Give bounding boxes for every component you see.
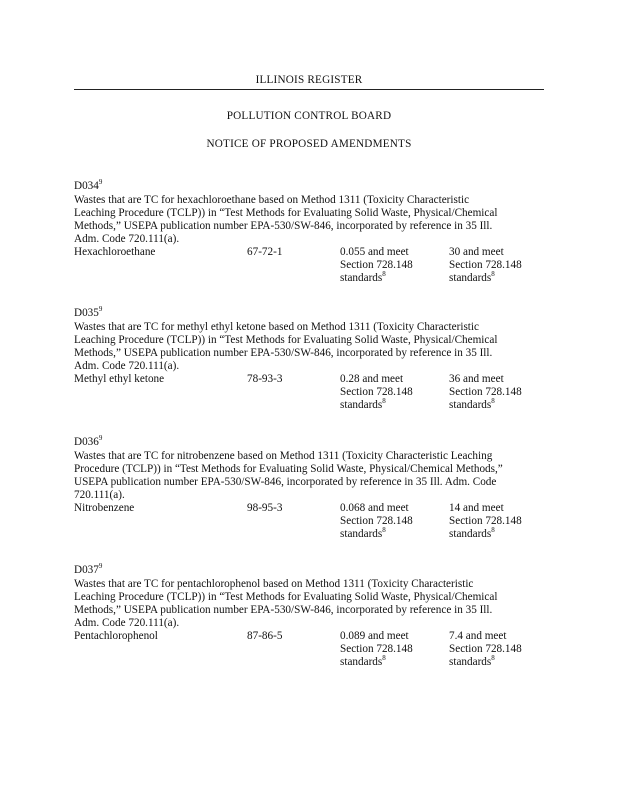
waste-code: $D037^9$: [74, 562, 103, 576]
cas-number: 67-72-1: [247, 246, 283, 258]
waste-entry-d035: [74, 307, 544, 412]
waste-code: $D036^9$: [74, 434, 103, 448]
nonwastewater-standard: 30 and meet Section 728.148 standards$^8$: [449, 246, 522, 284]
constituent-row: [74, 502, 544, 541]
waste-entry-d037: [74, 564, 544, 669]
cas-number: 98-95-3: [247, 502, 283, 514]
nonwastewater-standard: 7.4 and meet Section 728.148 standards$^8$: [449, 630, 522, 668]
wastewater-standard: 0.055 and meet Section 728.148 standards$^8$: [340, 246, 413, 284]
nonwastewater-standard: 14 and meet Section 728.148 standards$^8$: [449, 502, 522, 540]
constituent-name: Nitrobenzene: [74, 502, 135, 514]
board-title: POLLUTION CONTROL BOARD: [226, 110, 392, 122]
wastewater-standard: 0.068 and meet Section 728.148 standards$^8$: [340, 502, 413, 540]
waste-description: Wastes that are TC for hexachloroethane based on Method 1311 (Toxicity Characteristic Leaching Procedure (TCLP)) in “Test Methods for Evaluating Solid Waste, Physical/Chemical Methods,” USEPA publication number EPA-530/SW-846, incorporated by reference in 35 Ill. Adm. Code 720.111(a).: [74, 194, 498, 245]
waste-description: Wastes that are TC for nitrobenzene based on Method 1311 (Toxicity Characteristic Leaching Procedure (TCLP)) in “Test Methods for Evaluating Solid Waste, Physical/Chemical Methods,” USEPA publication number EPA-530/SW-846, incorporated by reference in 35 Ill. Adm. Code 720.111(a).: [74, 450, 503, 501]
cas-number: 87-86-5: [247, 630, 283, 642]
nonwastewater-standard: 36 and meet Section 728.148 standards$^8$: [449, 373, 522, 411]
waste-description: Wastes that are TC for methyl ethyl ketone based on Method 1311 (Toxicity Characteristic Leaching Procedure (TCLP)) in “Test Methods for Evaluating Solid Waste, Physical/Chemical Methods,” USEPA publication number EPA-530/SW-846, incorporated by reference in 35 Ill. Adm. Code 720.111(a).: [74, 321, 498, 372]
waste-entry-d036: [74, 436, 544, 541]
cas-number: 78-93-3: [247, 373, 283, 385]
header-rule: [74, 89, 544, 90]
waste-code: $D035^9$: [74, 305, 103, 319]
wastewater-standard: 0.089 and meet Section 728.148 standards$^8$: [340, 630, 413, 668]
constituent-name: Hexachloroethane: [74, 246, 156, 258]
waste-description: Wastes that are TC for pentachlorophenol based on Method 1311 (Toxicity Characteristic Leaching Procedure (TCLP)) in “Test Methods for Evaluating Solid Waste, Physical/Chemical Methods,” USEPA publication number EPA-530/SW-846, incorporated by reference in 35 Ill. Adm. Code 720.111(a).: [74, 578, 498, 629]
waste-code: $D034^9$: [74, 178, 103, 192]
register-header: ILLINOIS REGISTER: [255, 74, 363, 86]
waste-entry-d034: [74, 180, 544, 285]
constituent-name: Methyl ethyl ketone: [74, 373, 165, 385]
constituent-row: [74, 246, 544, 285]
constituent-row: [74, 373, 544, 412]
constituent-row: [74, 630, 544, 669]
notice-title: NOTICE OF PROPOSED AMENDMENTS: [206, 138, 412, 150]
wastewater-standard: 0.28 and meet Section 728.148 standards$^8$: [340, 373, 413, 411]
constituent-name: Pentachlorophenol: [74, 630, 158, 642]
